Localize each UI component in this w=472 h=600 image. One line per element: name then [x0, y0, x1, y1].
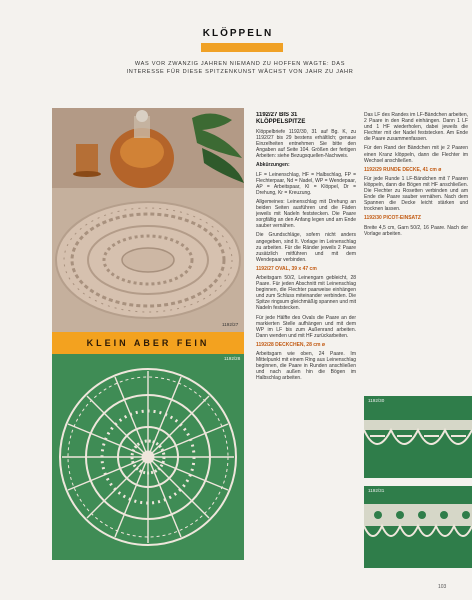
- photo-oval-doily: [52, 108, 244, 332]
- article-paragraph: Das LF des Randes im LF-Bändchen arbeiten, 2 Paare in den Rand einhängen. Dann 1 LF und 1 HF wiederholen, dabei jeweils die Flechter mit der Nadel feststecken. Am Ende die Paare zusammenfassen.: [364, 112, 468, 143]
- article-paragraph: Arbeitsgarn 50/2, Leinengarn gebleicht, 28 Paare. Für jeden Abschnitt mit Leinenschlag beginnen, die Flechter paarweise einhängen und zum Schluss miteinander verbinden. Die Spitze ringsum gleichmäßig spannen und mit Nadeln feststecken.: [256, 274, 356, 312]
- round-doily-illustration: [52, 354, 244, 560]
- photo-round-doily: [52, 354, 244, 560]
- oval-doily-illustration: [52, 108, 244, 332]
- article-paragraph: Allgemeines: Leinenschlag mit Drehung an beiden Seiten ausführen und die Fäden jeweils mit Nadeln feststecken. Die Paare sorgfältig an den Anfang legen und am Ende sauber vernähen.: [256, 198, 356, 230]
- article-column-2: [364, 112, 468, 390]
- pattern-heading-30: 1192/30 PICOT-EINSATZ: [364, 215, 421, 222]
- abbreviations-heading: Abkürzungen:: [256, 162, 290, 169]
- photo-lace-edging-31: [364, 486, 472, 568]
- title-bar: [201, 43, 283, 52]
- article-paragraph: Für jede Hälfte des Ovals die Paare an der markierten Stelle aufhängen und mit dem WP im LF bis zum Außenrand arbeiten. Dann wenden und mit HF zurückarbeiten.: [256, 314, 356, 339]
- intro-line-2: INTERESSE FÜR DIESE SPITZENKUNST WÄCHST VON JAHR ZU JAHR: [126, 69, 354, 75]
- pattern-heading-28: 1192/28 DECKCHEN, 28 cm ø: [256, 341, 325, 348]
- intro-text: [80, 60, 400, 76]
- article-paragraph: Die Grundschläge, sofern nicht anders angegeben, sind lt. Vorlage im Leinenschlag zu arbeiten. Für die Ränder jeweils 2 Paare zusätzlich mitführen und mit dem Wendepaar verbinden.: [256, 232, 356, 263]
- article-paragraph: Für jede Runde 1 LF-Bändchen mit 7 Paaren klöppeln, dann die Bögen mit HF anschließen. Die Flechter zu Rosetten verbinden und am Ende die Paare sauber vernähen. Nach dem Spannen die Decke leicht stärken und trocknen lassen.: [364, 175, 468, 213]
- banner-klein-aber-fein: KLEIN ABER FEIN: [52, 332, 244, 354]
- pattern-heading-29: 1192/29 RUNDE DECKE, 41 cm ø: [364, 166, 442, 173]
- photo-caption-31: 1192/31: [368, 488, 385, 493]
- intro-line-1: WAS VOR ZWANZIG JAHREN NIEMAND ZU HOFFEN WAGTE: DAS: [134, 61, 346, 67]
- article-subtitle: KLÖPPELSPITZE: [256, 119, 306, 125]
- lace-edging-30-illustration: [364, 396, 472, 478]
- pattern-heading-27: 1192/27 OVAL, 39 x 47 cm: [256, 265, 317, 272]
- section-title: KLÖPPELN: [202, 28, 274, 39]
- photo-lace-edging-30: [364, 396, 472, 478]
- photo-caption-30: 1192/30: [368, 398, 385, 403]
- article-paragraph: Klöppelbriefe 1192/30, 31 auf Bg. K, zu 1192/27 bis 29 bestens erhältlich; genaue Einzelheiten entnehmen Sie bitte den Angaben auf Seite 104. Größen der fertigen Arbeiten: siehe Bezugsquellen-Nachweis.: [256, 129, 356, 160]
- page-number: 103: [438, 584, 447, 590]
- article-paragraph: Arbeitsgarn wie oben, 24 Paare. Im Mittelpunkt mit einem Ring aus Leinenschlag beginnen, die Paare in Runden anschließen und nach außen hin die Bögen im Halbschlag arbeiten.: [256, 351, 356, 382]
- lace-edging-31-illustration: [364, 486, 472, 568]
- article-column-1: [256, 112, 356, 564]
- photo-caption-27: 1192/27: [222, 322, 239, 327]
- article-paragraph: Für den Rand der Bändchen mit je 2 Paaren einen Kranz klöppeln, dann die Flechter im Wechsel anschließen.: [364, 145, 468, 164]
- article-title: 1192/27 BIS 31: [256, 112, 298, 118]
- article-paragraph: Breite 4,5 cm, Garn 50/2, 16 Paare. Nach der Vorlage arbeiten.: [364, 224, 468, 237]
- article-paragraph: LF = Leinenschlag, HF = Halbschlag, FP = Flechterpaar, Nd = Nadel, WP = Wendepaar, AP = Arbeitspaar, Kl = Klöppel, Dr = Drehung, Kr = Kreuzung.: [256, 171, 356, 196]
- photo-caption-28: 1192/28: [224, 356, 241, 361]
